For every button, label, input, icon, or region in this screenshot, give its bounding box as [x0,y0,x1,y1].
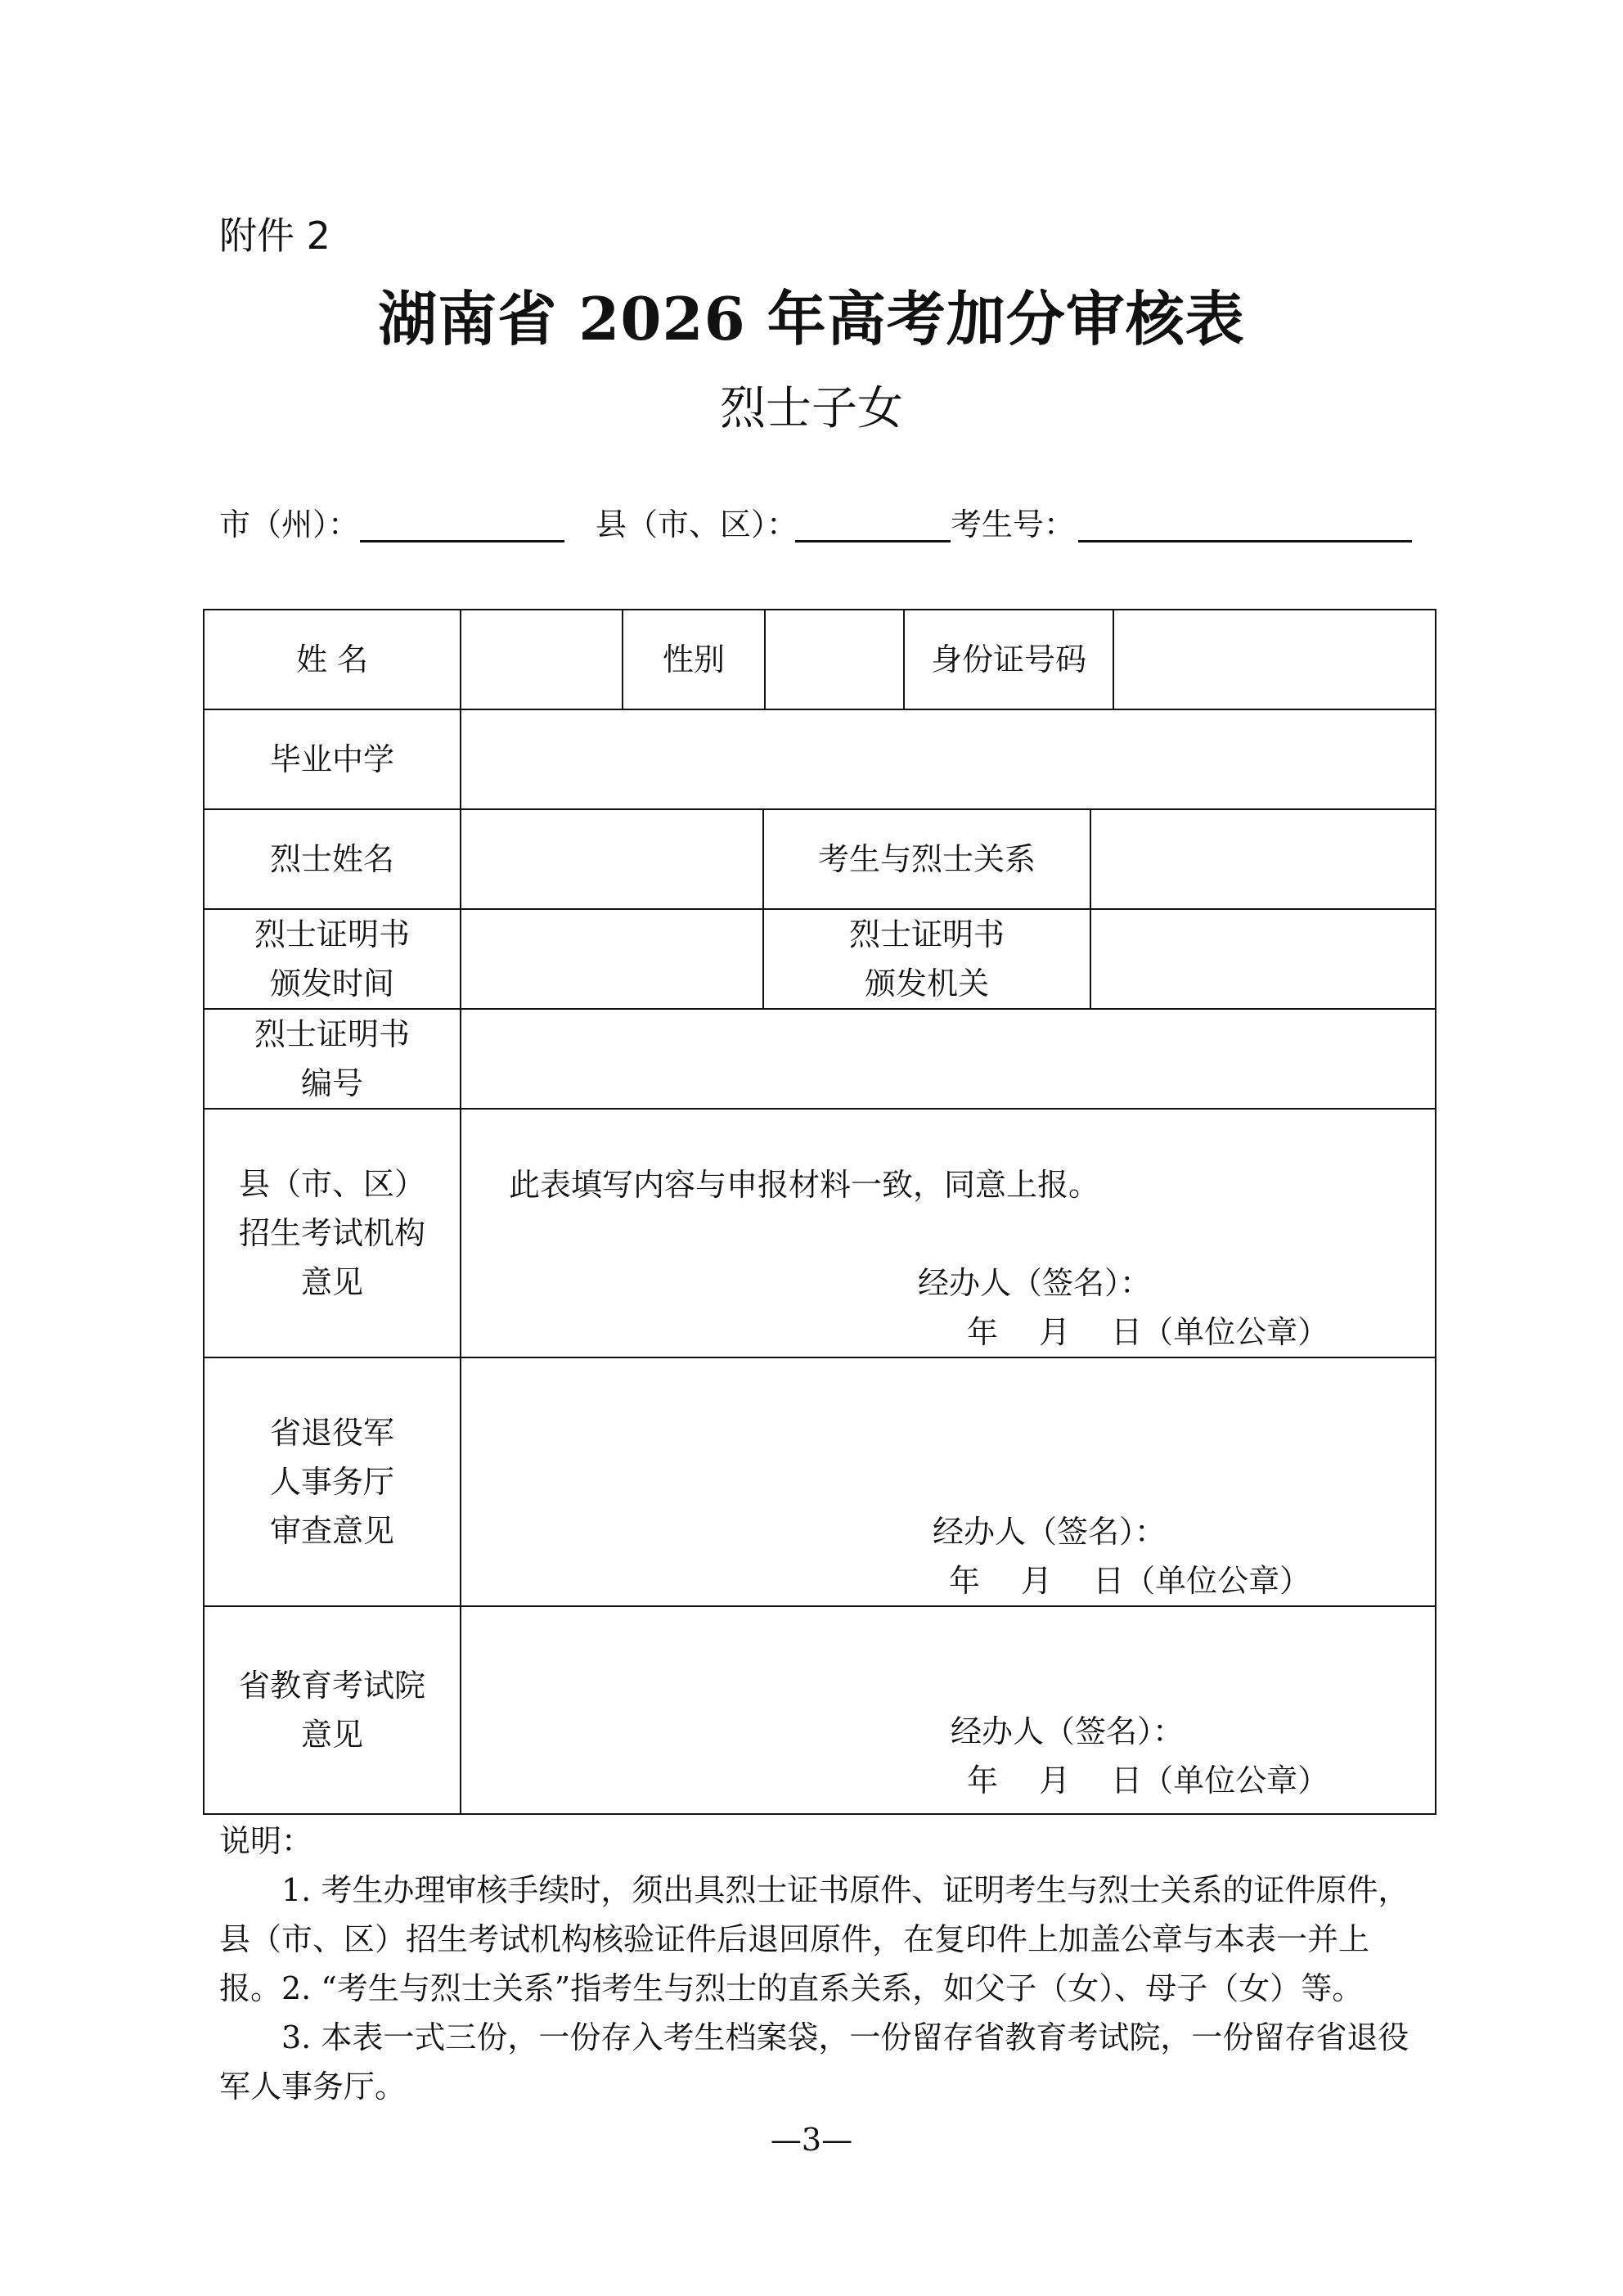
exam-no-label: 考生号： [951,506,1076,542]
audit-form-table [203,609,1436,1815]
veterans-opinion-label-line1: 省退役军 [269,1415,394,1451]
county-opinion-statement: 此表填写内容与申报材料一致，同意上报。 [509,1167,1100,1203]
exam-institute-opinion-label [205,1607,460,1813]
cert-org-label-line2: 颁发机关 [864,966,989,1002]
cert-org-label [764,910,1090,1008]
city-label: 市（州）： [219,506,360,542]
exam-institute-opinion-date-seal: 年 月 日（单位公章） [967,1763,1329,1799]
form-title: 湖南省 2026 年高考加分审核表 [378,284,1245,353]
relation-label [764,810,1090,908]
cert-no-label [205,1010,460,1108]
school-field[interactable] [461,710,1435,808]
exam-no-input-line[interactable] [1078,540,1412,542]
notes-heading: 说明： [219,1823,313,1859]
county-opinion-date-seal: 年 月 日（单位公章） [967,1314,1329,1350]
id-number-label-text: 身份证号码 [930,642,1086,678]
cert-no-label-line2: 编号 [300,1065,363,1101]
form-subtitle: 烈士子女 [720,382,903,435]
attachment-label: 附件 2 [219,214,330,258]
county-opinion-label-line1: 县（市、区） [238,1166,425,1202]
martyr-name-field[interactable] [461,810,762,908]
county-opinion-label-line3: 意见 [300,1264,363,1300]
relation-field[interactable] [1091,810,1435,908]
veterans-opinion-label-line2: 人事务厅 [269,1464,394,1500]
id-number-field[interactable] [1114,610,1435,709]
veterans-opinion-label [205,1358,460,1605]
county-opinion-signer: 经办人（签名）： [918,1265,1152,1301]
martyr-name-label-text: 烈士姓名 [269,841,394,877]
note-item-2: 2. “考生与烈士关系”指考生与烈士的直系关系，如父子（女）、母子（女）等。 [281,1970,1364,2006]
cert-no-label-line1: 烈士证明书 [254,1016,410,1052]
exam-institute-opinion-label-line1: 省教育考试院 [238,1668,425,1704]
relation-label-text: 考生与烈士关系 [817,841,1036,877]
veterans-opinion-signer: 经办人（签名）： [933,1514,1167,1550]
name-label-text: 姓 名 [295,642,369,678]
cert-date-label [205,910,460,1008]
gender-label [623,610,764,709]
martyr-name-label [205,810,460,908]
name-label [205,610,460,709]
city-input-line[interactable] [360,540,564,542]
county-input-line[interactable] [795,540,951,542]
county-label: 县（市、区）： [596,506,798,542]
note-item-1: 1. 考生办理审核手续时，须出具烈士证书原件、证明考生与烈士关系的证件原件，县（市、区）招生考试机构核验证件后退回原件，在复印件上加盖公章与本表一并上报。 [219,1872,1409,2006]
cert-date-field[interactable] [461,910,762,1008]
exam-institute-opinion-label-line2: 意见 [300,1717,363,1753]
veterans-opinion-label-line3: 审查意见 [269,1513,394,1549]
cert-no-field[interactable] [461,1010,1435,1108]
county-opinion-label-line2: 招生考试机构 [238,1215,425,1251]
cert-date-label-line1: 烈士证明书 [254,916,410,952]
cert-org-label-line1: 烈士证明书 [848,916,1005,952]
veterans-opinion-date-seal: 年 月 日（单位公章） [949,1563,1311,1599]
county-opinion-label [205,1110,460,1357]
gender-field[interactable] [766,610,903,709]
school-label-text: 毕业中学 [269,741,394,777]
gender-label-text: 性别 [662,642,725,678]
note-item-3: 3. 本表一式三份，一份存入考生档案袋，一份留存省教育考试院，一份留存省退役军人事务厅。 [219,2019,1409,2105]
cert-date-label-line2: 颁发时间 [269,966,394,1002]
page-number: —3— [770,2122,853,2158]
exam-institute-opinion-signer: 经办人（签名）： [951,1713,1185,1749]
id-number-label [905,610,1113,709]
cert-org-field[interactable] [1091,910,1435,1008]
school-label [205,710,460,808]
name-field[interactable] [461,610,622,709]
